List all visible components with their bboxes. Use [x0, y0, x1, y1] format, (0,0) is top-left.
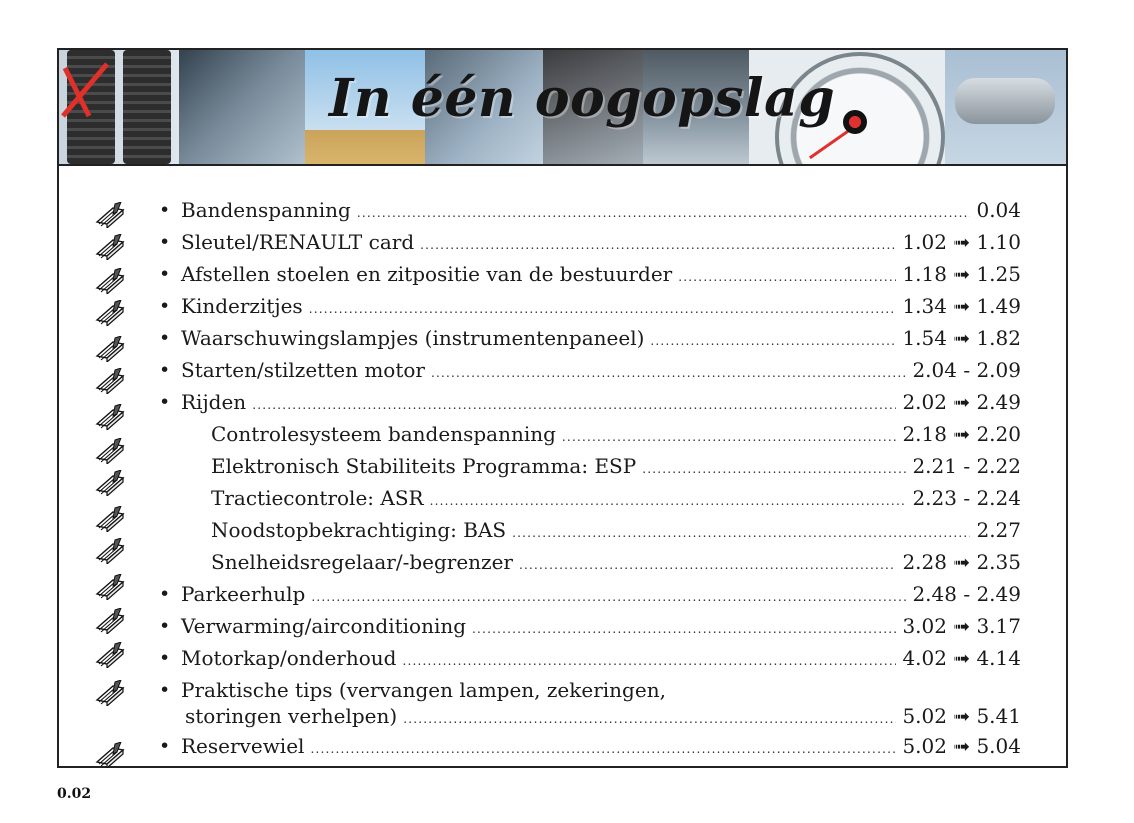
toc-entry-label: Controlesysteem bandenspanning [211, 422, 556, 446]
dot-leader [309, 295, 897, 323]
toc-entry[interactable] [211, 516, 1021, 547]
book-pen-icon [95, 574, 125, 600]
toc-page-reference: 2.18 ➟ 2.20 [902, 422, 1021, 446]
list-bullet: • [159, 615, 171, 637]
dot-leader [512, 519, 970, 547]
page-number: 0.02 [57, 786, 92, 802]
toc-entry-label: Kinderzitjes [181, 294, 303, 318]
dot-leader [642, 455, 906, 483]
toc-entry[interactable] [181, 356, 1021, 387]
toc-entry-label: Afstellen stoelen en zitpositie van de bestuurder [181, 262, 673, 286]
toc-page-reference: 2.21 - 2.22 [912, 454, 1021, 478]
book-pen-icon [95, 506, 125, 532]
list-bullet: • [159, 391, 171, 413]
book-pen-icon [95, 680, 125, 706]
dot-leader [311, 583, 906, 611]
list-bullet: • [159, 263, 171, 285]
toc-entry-label: Praktische tips (vervangen lampen, zekeringen, [181, 678, 666, 702]
list-bullet: • [159, 231, 171, 253]
list-bullet: • [159, 327, 171, 349]
list-bullet: • [159, 735, 171, 757]
book-pen-icon [95, 202, 125, 228]
dot-leader [431, 359, 906, 387]
toc-page-reference: 3.02 ➟ 3.17 [902, 614, 1021, 638]
list-bullet: • [159, 679, 171, 701]
toc-entry[interactable] [211, 484, 1021, 515]
red-cross-icon [59, 60, 113, 120]
book-pen-icon [95, 742, 125, 768]
toc-entry[interactable] [181, 292, 1021, 323]
toc-entry-label: Tractiecontrole: ASR [211, 486, 424, 510]
toc-page-reference: 2.27 [976, 518, 1021, 542]
list-bullet: • [159, 583, 171, 605]
toc-page-reference: 2.02 ➟ 2.49 [902, 390, 1021, 414]
dot-leader [519, 551, 896, 579]
toc-entry[interactable] [181, 260, 1021, 291]
page-title: In één oogopslag [329, 68, 836, 129]
toc-page-reference: 1.18 ➟ 1.25 [902, 262, 1021, 286]
book-pen-icon [95, 300, 125, 326]
dot-leader [402, 647, 896, 675]
book-pen-icon [95, 470, 125, 496]
book-pen-icon [95, 404, 125, 430]
dot-leader [357, 199, 971, 227]
dot-leader [310, 735, 896, 763]
toc-page-reference: 2.28 ➟ 2.35 [902, 550, 1021, 574]
engine-bay-image [179, 50, 305, 164]
toc-entry-label: Verwarming/airconditioning [181, 614, 467, 638]
dot-leader [252, 391, 896, 419]
tire-panel [59, 50, 179, 164]
book-pen-icon [95, 234, 125, 260]
book-pen-icon [95, 438, 125, 464]
toc-entry[interactable] [181, 580, 1021, 611]
toc-page-reference: 1.34 ➟ 1.49 [902, 294, 1021, 318]
toc-entry[interactable] [181, 196, 1021, 227]
dot-leader [678, 263, 896, 291]
toc-page-reference: 2.48 - 2.49 [912, 582, 1021, 606]
toc-entry-line[interactable] [181, 676, 1021, 704]
toc-entry-label: Bandenspanning [181, 198, 351, 222]
toc-entry[interactable] [185, 702, 1021, 733]
dot-leader [403, 705, 896, 733]
toc-page-reference: 1.02 ➟ 1.10 [902, 230, 1021, 254]
dot-leader [562, 423, 897, 451]
toc-page-reference: 0.04 [976, 198, 1021, 222]
dot-leader [420, 231, 896, 259]
toc-page-reference: 1.54 ➟ 1.82 [902, 326, 1021, 350]
list-bullet: • [159, 199, 171, 221]
toc-page-reference: 2.23 - 2.24 [912, 486, 1021, 510]
toc-entry-label: Elektronisch Stabiliteits Programma: ESP [211, 454, 637, 478]
toc-entry[interactable] [181, 228, 1021, 259]
toc-entry[interactable] [181, 644, 1021, 675]
toc-page-reference: 5.02 ➟ 5.04 [902, 734, 1021, 758]
toc-entry-label: Starten/stilzetten motor [181, 358, 425, 382]
book-pen-icon [95, 642, 125, 668]
toc-entry-label: Snelheidsregelaar/-begrenzer [211, 550, 513, 574]
toc-entry[interactable] [211, 548, 1021, 579]
toc-entry-label: Reservewiel [181, 734, 305, 758]
toc-entry-label: storingen verhelpen) [185, 704, 398, 728]
control-stalk-image [955, 78, 1055, 124]
toc-entry[interactable] [211, 420, 1021, 451]
toc-entry[interactable] [181, 732, 1021, 763]
dot-leader [430, 487, 907, 515]
book-pen-icon [95, 368, 125, 394]
book-pen-icon [95, 268, 125, 294]
toc-entry-label: Sleutel/RENAULT card [181, 230, 415, 254]
content-frame [57, 48, 1068, 768]
dot-leader [472, 615, 896, 643]
toc-page-reference: 4.02 ➟ 4.14 [902, 646, 1021, 670]
toc-entry-label: Noodstopbekrachtiging: BAS [211, 518, 507, 542]
header-banner [59, 50, 1066, 166]
list-bullet: • [159, 647, 171, 669]
toc-entry-label: Rijden [181, 390, 247, 414]
list-bullet: • [159, 295, 171, 317]
toc-page-reference: 2.04 - 2.09 [912, 358, 1021, 382]
toc-entry[interactable] [181, 612, 1021, 643]
dot-leader [650, 327, 896, 355]
toc-entry-label: Parkeerhulp [181, 582, 306, 606]
toc-entry-label: Motorkap/onderhoud [181, 646, 397, 670]
toc-entry[interactable] [181, 388, 1021, 419]
tire-image [123, 50, 171, 164]
toc-entry[interactable] [211, 452, 1021, 483]
speedometer-hub [843, 110, 867, 134]
book-pen-icon [95, 336, 125, 362]
book-pen-icon [95, 608, 125, 634]
book-pen-icon [95, 538, 125, 564]
toc-entry[interactable] [181, 324, 1021, 355]
toc-entry-label: Waarschuwingslampjes (instrumentenpaneel) [181, 326, 645, 350]
list-bullet: • [159, 359, 171, 381]
toc-page-reference: 5.02 ➟ 5.41 [902, 704, 1021, 728]
